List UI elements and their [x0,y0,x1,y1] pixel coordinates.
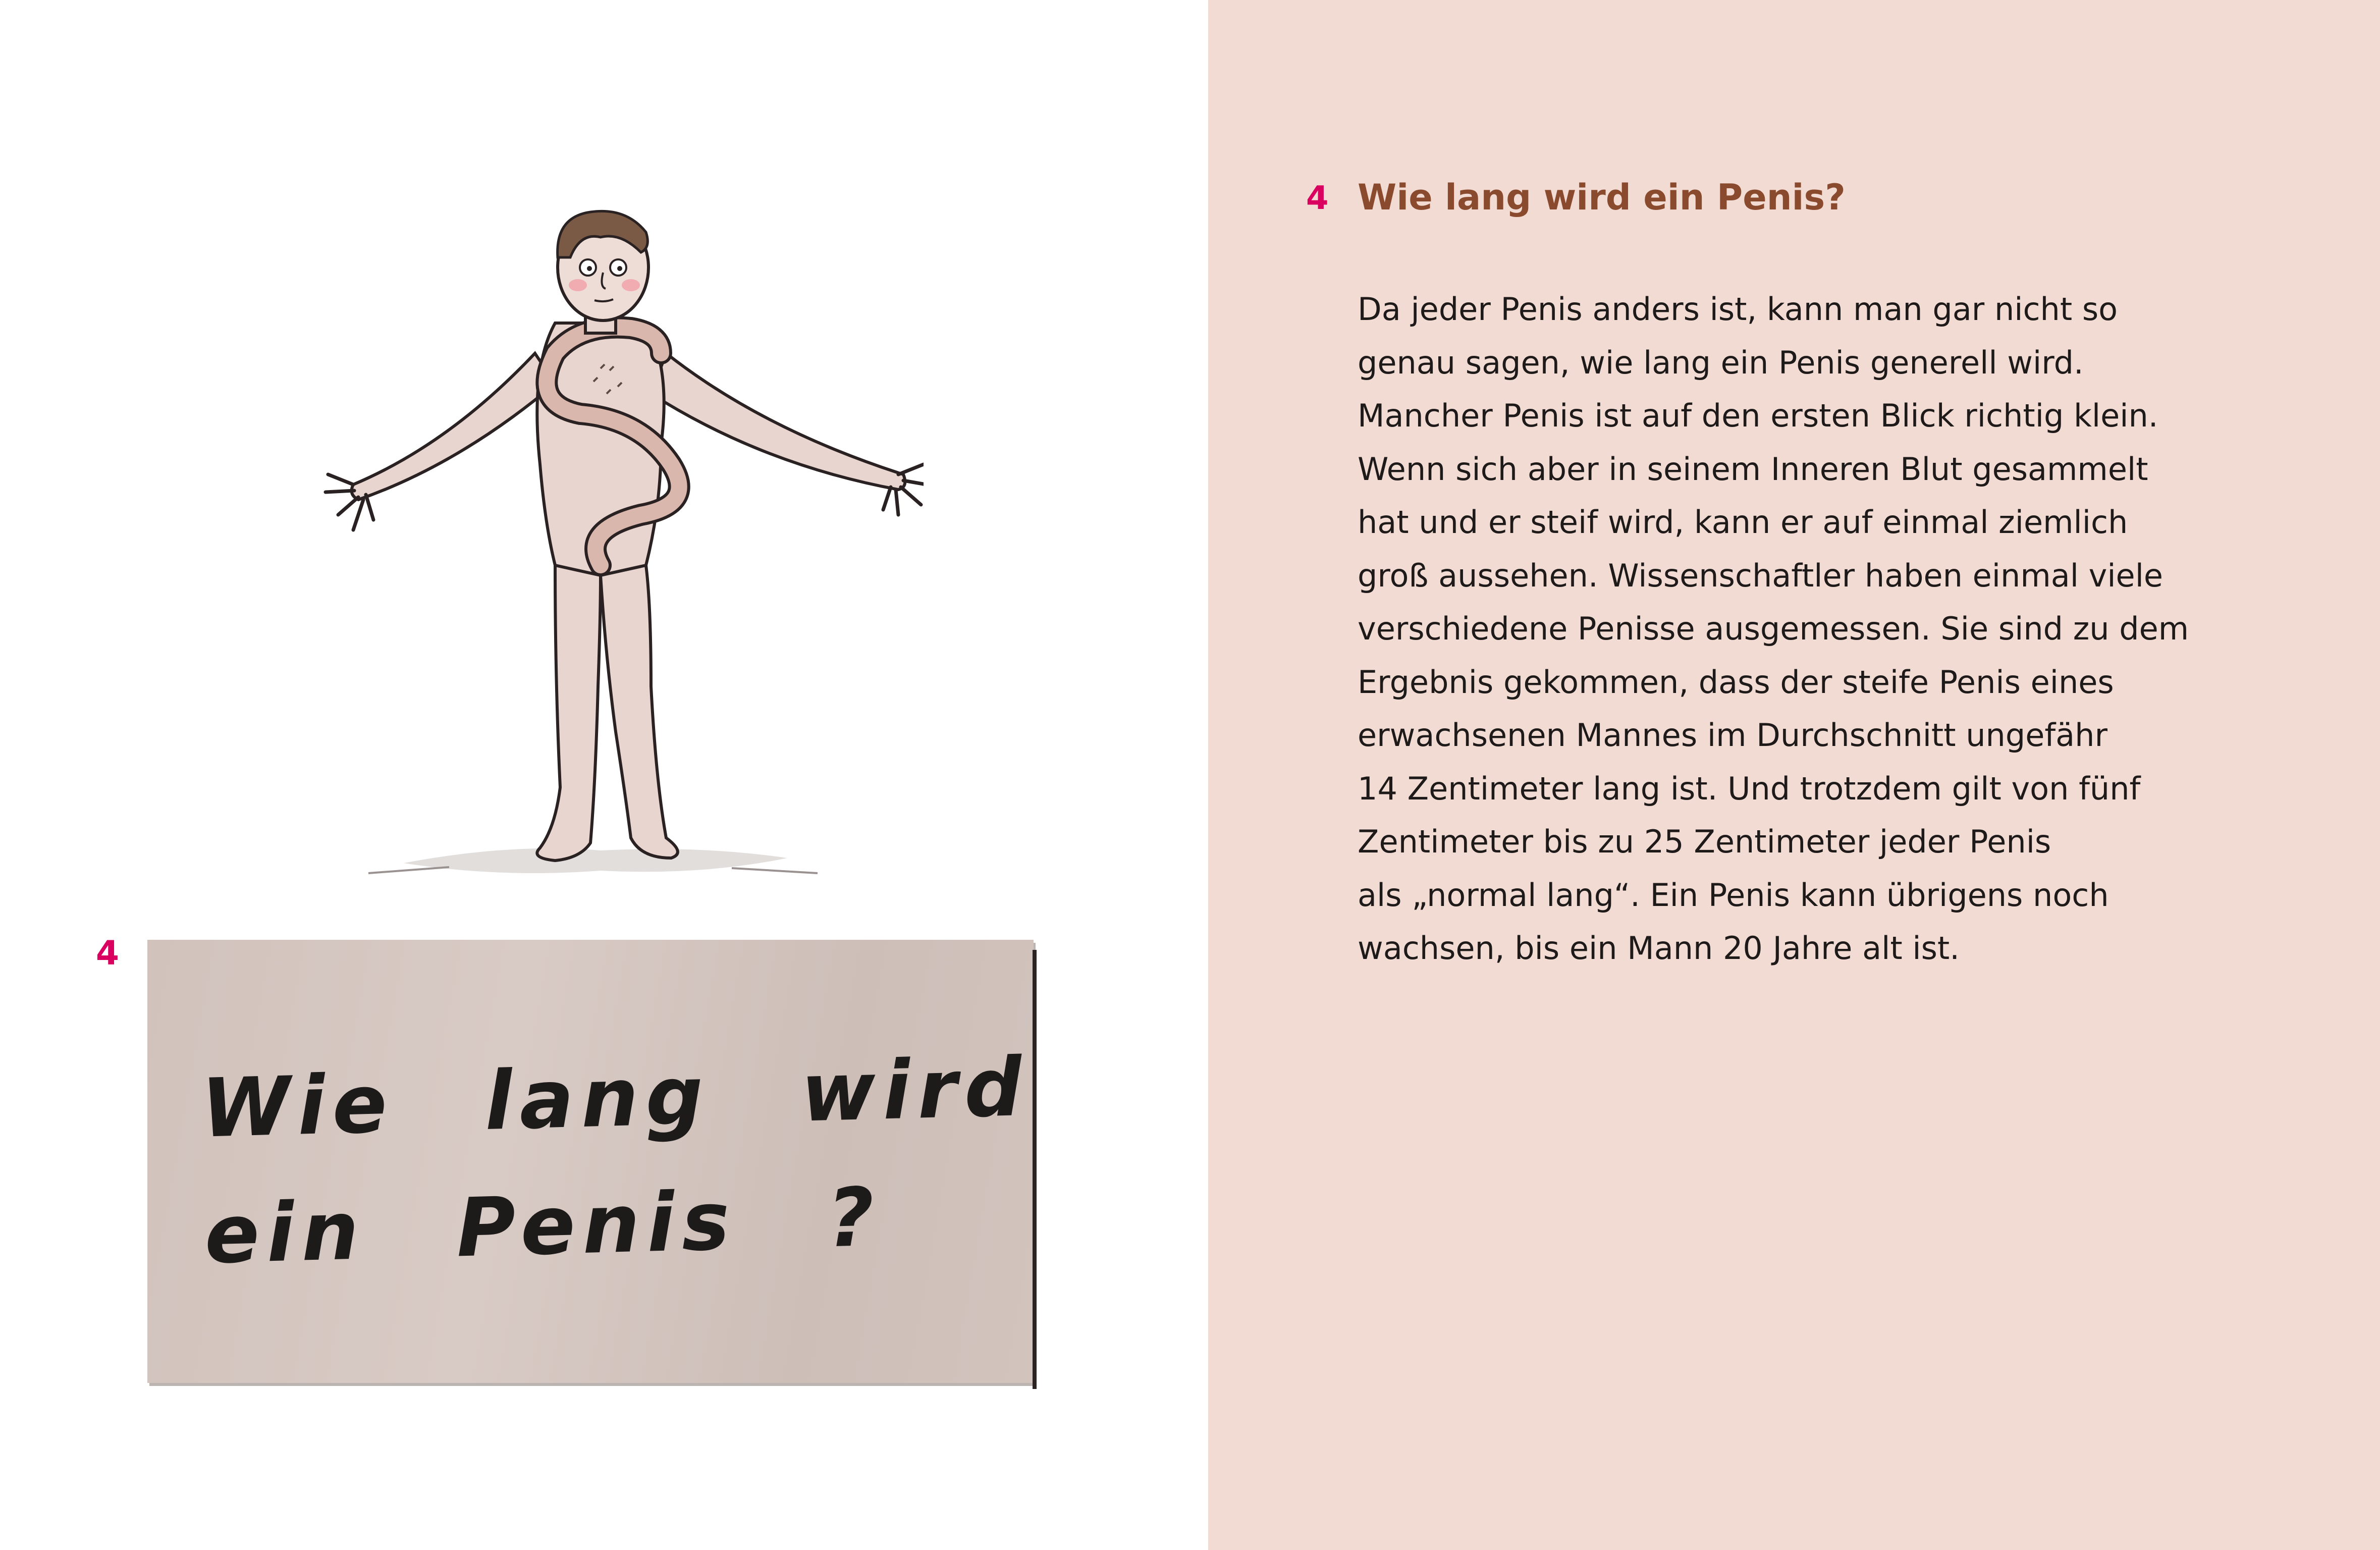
handwriting-word: Wie [200,1056,396,1156]
naked-man-illustration [318,202,924,903]
body-line: als „normal lang“. Ein Penis kann übrigens noch [1358,876,2109,914]
body-line: verschiedene Penisse ausgemessen. Sie sind zu dem [1358,610,2189,647]
handwritten-note [147,940,1034,1383]
naked-man-drawing-icon [318,202,924,903]
body-line: genau sagen, wie lang ein Penis generell wird. [1358,344,2084,381]
section-body [1358,283,2246,975]
note-number: 4 [96,934,119,973]
handwriting-word: lang [483,1048,712,1148]
handwritten-question [200,1026,1031,1298]
handwriting-line-2 [203,1152,963,1298]
body-line: Wenn sich aber in seinem Inneren Blut gesammelt [1358,450,2148,488]
handwriting-word: wird [799,1039,1031,1140]
handwriting-word: ein [203,1183,367,1282]
body-line: erwachsenen Mannes im Durchschnitt ungefähr [1358,717,2107,754]
body-line: wachsen, bis ein Mann 20 Jahre alt ist. [1358,930,1960,967]
body-line: 14 Zentimeter lang ist. Und trotzdem gilt von fünf [1358,770,2141,807]
body-line: Zentimeter bis zu 25 Zentimeter jeder Penis [1358,823,2051,860]
section-title: Wie lang wird ein Penis? [1358,177,1846,218]
body-line: Da jeder Penis anders ist, kann man gar nicht so [1358,291,2118,328]
body-line: Ergebnis gekommen, dass der steife Penis eines [1358,663,2114,701]
handwriting-line-1 [200,1026,1031,1171]
body-line: hat und er steif wird, kann er auf einmal ziemlich [1358,504,2128,541]
section-number: 4 [1306,180,1329,217]
body-line: groß aussehen. Wissenschaftler haben einmal viele [1358,557,2163,594]
body-line: Mancher Penis ist auf den ersten Blick richtig klein. [1358,397,2158,434]
handwriting-word: ? [826,1169,883,1266]
handwriting-word: Penis [455,1173,738,1275]
